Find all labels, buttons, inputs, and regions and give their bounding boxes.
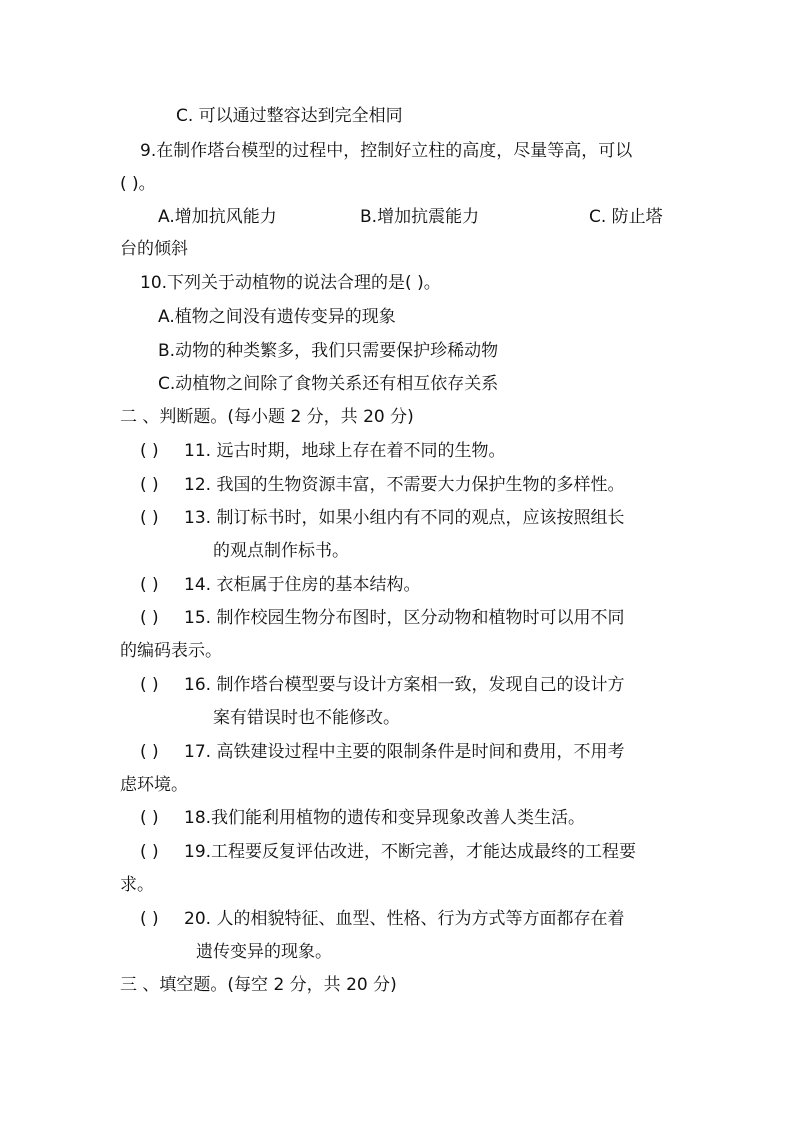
judge-item-11-paren[interactable]: ( ) xyxy=(140,441,159,461)
section3-heading: 三 、填空题。(每空 2 分，共 20 分) xyxy=(120,975,397,995)
q10-option-a: A.植物之间没有遗传变异的现象 xyxy=(158,307,396,327)
q10-stem: 10.下列关于动植物的说法合理的是( )。 xyxy=(140,273,441,293)
judge-item-13-cont: 的观点制作标书。 xyxy=(213,541,349,561)
judge-item-19-cont: 求。 xyxy=(120,875,154,895)
q10-option-b: B.动物的种类繁多，我们只需要保护珍稀动物 xyxy=(158,341,499,361)
judge-item-15-paren[interactable]: ( ) xyxy=(140,608,159,628)
judge-item-20-text: 20. 人的相貌特征、血型、性格、行为方式等方面都存在着 xyxy=(184,909,625,929)
judge-item-11-text: 11. 远古时期，地球上存在着不同的生物。 xyxy=(184,441,506,461)
judge-item-13-paren[interactable]: ( ) xyxy=(140,508,159,528)
q10-option-c: C.动植物之间除了食物关系还有相互依存关系 xyxy=(158,374,499,394)
q9-stem: 9.在制作塔台模型的过程中，控制好立柱的高度，尽量等高，可以 xyxy=(140,141,633,161)
judge-item-20-paren[interactable]: ( ) xyxy=(140,909,159,929)
judge-item-12-text: 12. 我国的生物资源丰富，不需要大力保护生物的多样性。 xyxy=(184,475,625,495)
judge-item-16-cont: 案有错误时也不能修改。 xyxy=(213,708,400,728)
judge-item-18-paren[interactable]: ( ) xyxy=(140,808,159,828)
judge-item-18-text: 18.我们能利用植物的遗传和变异现象改善人类生活。 xyxy=(184,808,586,828)
judge-item-16-paren[interactable]: ( ) xyxy=(140,675,159,695)
q9-option-b: B.增加抗震能力 xyxy=(360,207,480,227)
judge-item-19-paren[interactable]: ( ) xyxy=(140,842,159,862)
judge-item-20-cont: 遗传变异的现象。 xyxy=(196,942,332,962)
judge-item-14-paren[interactable]: ( ) xyxy=(140,575,159,595)
judge-item-13-text: 13. 制订标书时，如果小组内有不同的观点，应该按照组长 xyxy=(184,508,625,528)
judge-item-15-text: 15. 制作校园生物分布图时，区分动物和植物时可以用不同 xyxy=(184,608,625,628)
judge-item-16-text: 16. 制作塔台模型要与设计方案相一致，发现自己的设计方 xyxy=(184,675,625,695)
judge-item-17-cont: 虑环境。 xyxy=(120,775,188,795)
judge-item-15-cont: 的编码表示。 xyxy=(120,641,222,661)
judge-item-17-paren[interactable]: ( ) xyxy=(140,742,159,762)
q8-option-c: C. 可以通过整容达到完全相同 xyxy=(176,106,403,126)
q9-option-c: C. 防止塔 xyxy=(589,207,663,227)
section2-heading: 二 、判断题。(每小题 2 分，共 20 分) xyxy=(120,407,414,427)
judge-item-14-text: 14. 衣柜属于住房的基本结构。 xyxy=(184,575,421,595)
judge-item-19-text: 19.工程要反复评估改进，不断完善，才能达成最终的工程要 xyxy=(184,842,637,862)
q9-option-a: A.增加抗风能力 xyxy=(158,207,277,227)
judge-item-12-paren[interactable]: ( ) xyxy=(140,475,159,495)
q9-blank: ( )。 xyxy=(120,174,156,194)
q9-option-c-cont: 台的倾斜 xyxy=(120,239,188,259)
judge-item-17-text: 17. 高铁建设过程中主要的限制条件是时间和费用，不用考 xyxy=(184,742,625,762)
